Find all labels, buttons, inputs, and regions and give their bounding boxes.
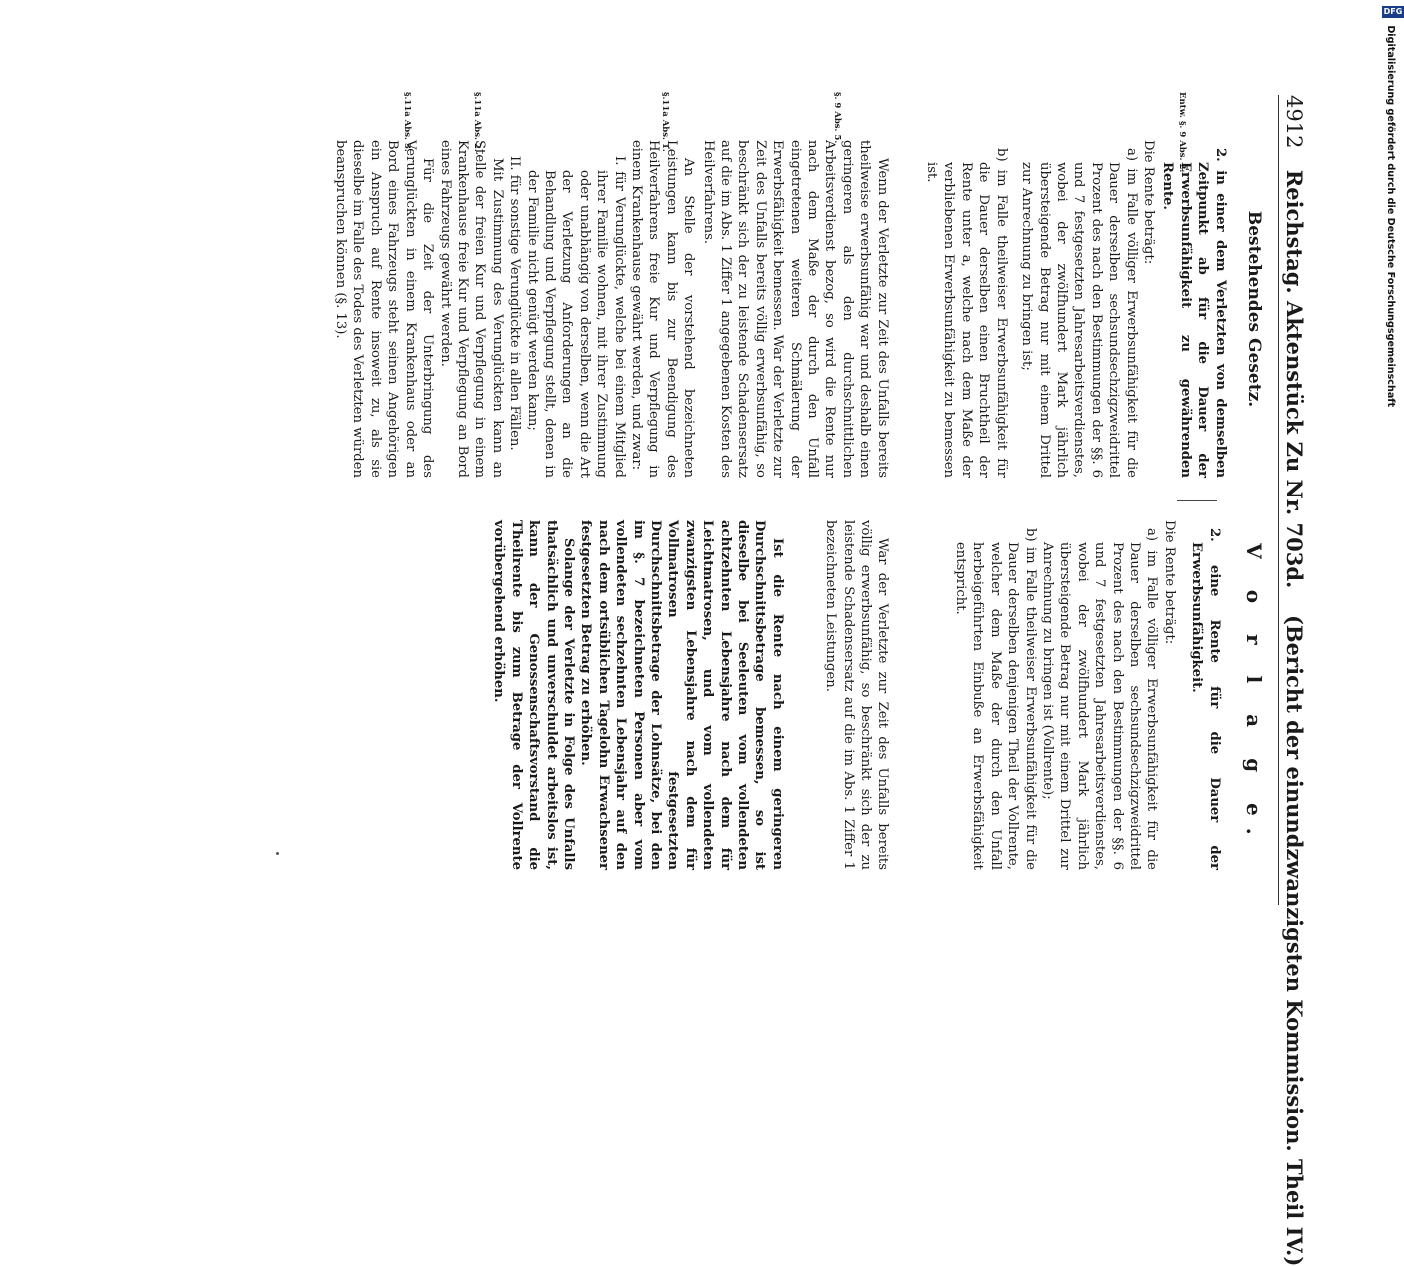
column-divider — [1177, 500, 1217, 501]
margin-ref-2: §. 9 Abs. 5. — [832, 92, 842, 144]
page-number: 4912 — [1282, 95, 1306, 149]
running-header — [1281, 95, 1307, 1266]
left-para-zustimmung: Mit Zustimmung des Verunglückten kann an Stelle der freien Kur und Verpflegung in einem Krankenhause freie Kur und Verpflegung an Bord eines Fahrzeugs gewährt werden. — [437, 140, 505, 478]
left-para-b: b) im Falle theilweiser Erwerbsunfähigkeit für die Dauer derselben einen Bruchtheil der Rente unter a, welche nach dem Maße der verbliebenen Erwerbsunfähigkeit zu bemessen ist. — [924, 148, 1009, 478]
left-column — [332, 140, 1262, 478]
left-para-a: a) im Falle völliger Erwerbsunfähigkeit für die Dauer derselben sechsundsechzigzweidrittel Prozent des nach den Bestimmungen der §§. 6 und 7 festgesetzten Jahresarbeitsverdienstes, wobei der zwölfhundert Mark jährlich übersteigende Betrag nur mit einem Drittel zur Anrechnung zu bringen ist; — [1019, 148, 1139, 478]
digitization-text: Digitalisierung gefördert durch die Deutsche Forschungsgemeinschaft — [1385, 25, 1396, 408]
left-para-anstelle: An Stelle der vorstehend bezeichneten Leistungen kann bis zur Beendigung des Heilverfahrens freie Kur und Verpflegung in einem Krankenhause gewährt werden, und zwar: — [629, 140, 697, 478]
right-column-title: V o r l a g e. — [1242, 543, 1266, 847]
header-left: Reichstag. Aktenstück Zu Nr. 703d. — [1282, 169, 1307, 589]
scan-speck — [276, 852, 279, 855]
right-column — [490, 520, 1266, 870]
margin-ref-3: §.11a Abs. 1. — [660, 92, 670, 152]
left-para-rente: Die Rente beträgt: — [1140, 140, 1156, 265]
left-para-zeit: Für die Zeit der Unterbringung des Verunglückten in einem Krankenhaus oder an Bord eines Fahrzeugs steht seinen Angehörigen ein Anspruch auf Rente insoweit zu, als sie dieselbe im Falle des Todes des Verletzten würden beanspruchen können (§. 13). — [333, 140, 436, 478]
left-para-wenn: Wenn der Verletzte zur Zeit des Unfalls bereits theilweise erwerbsunfähig war und deshalb einen geringeren als den durchschnittlichen Arbeitsverdienst bezog, so wird die Rente nur nach dem Maße der durch den Unfall eingetretenen weiteren Schmälerung der Erwerbsfähigkeit bemessen. War der Verletzte zur Zeit des Unfalls bereits völlig erwerbsunfähig, so beschränkt sich der zu leistende Schadensersatz auf die im Abs. 1 Ziffer 1 angegebenen Kosten des Heilverfahrens. — [700, 140, 890, 478]
left-para-2: 2. in einer dem Verletzten von demselben Zeitpunkt ab für die Dauer der Erwerbsunfähigkeit zu gewährenden Rente. — [1160, 148, 1228, 478]
left-para-I: I. für Verunglückte, welche bei einem Mitglied ihrer Familie wohnen, mit ihrer Zustimmung oder unabhängig von derselben, wenn die Art der Verletzung Anforderungen an die Behandlung und Verpflegung stellt, denen in der Familie nicht genügt werden kann; — [524, 156, 627, 478]
header-rule — [1278, 95, 1279, 905]
left-column-title: Bestehendes Gesetz. — [1244, 210, 1264, 408]
margin-ref-1: Entw. §. 9 Abs. 2. — [1177, 92, 1187, 173]
header-right: (Bericht der einundzwanzigsten Kommission. Theil IV.) — [1282, 614, 1307, 1266]
right-para-ist: Ist die Rente nach einem geringeren Durchschnittsbetrage bemessen, so ist dieselbe bei Seeleuten vom vollendeten achtzehnten Lebensjahre nach dem für Leichtmatrosen, und vom vollendeten zwanzigsten Lebensjahre nach dem für Vollmatrosen festgesetzten Durchschnittsbetrage der Lohnsätze, bei den im §. 7 bezeichneten Personen aber vom vollendeten sechzehnten Lebensjahr auf den nach dem ortsüblichen Tagelohn Erwachsener festgesetzten Betrag zu erhöhen. — [578, 520, 785, 870]
right-para-rente: Die Rente beträgt: — [1161, 520, 1177, 645]
margin-ref-4: §.11a Abs. 2. — [472, 92, 482, 152]
right-para-2: 2. eine Rente für die Dauer der Erwerbsunfähigkeit. — [1189, 528, 1222, 870]
margin-ref-5: §.11a Abs. 3. — [402, 92, 412, 152]
right-para-b: b) im Falle theilweiser Erwerbsunfähigkeit für die Dauer derselben denjenigen Theil der Vollrente, welcher dem Maße der durch den Unfall herbeigeführten Einbuße an Erwerbsfähigkeit entspricht. — [952, 528, 1038, 870]
digitization-note — [1382, 6, 1404, 407]
left-para-II: II. für sonstige Verunglückte in allen Fällen. — [507, 156, 523, 451]
right-para-war: War der Verletzte zur Zeit des Unfalls bereits völlig erwerbsunfähig, so beschränkt sich der zu leistende Schadensersatz auf die im Abs. 1 Ziffer 1 bezeichneten Leistungen. — [823, 520, 891, 870]
right-para-a: a) im Falle völliger Erwerbsunfähigkeit für die Dauer derselben sechsundsechzigzweidrittel Prozent des nach den Bestimmungen der §§. 6 und 7 festgesetzten Jahresarbeitsverdienstes, wobei der zwölfhundert Mark jährlich übersteigende Betrag nur mit einem Drittel zur Anrechnung zu bringen ist (Vollrente); — [1039, 528, 1160, 870]
right-para-solange: Solange der Verletzte in Folge des Unfalls thatsächlich und unverschuldet arbeitslos ist, kann der Genossenschaftsvorstand die Theilrente bis zum Betrage der Vollrente vorübergehend erhöhen. — [491, 520, 576, 870]
dfg-logo: DFG — [1383, 7, 1403, 16]
